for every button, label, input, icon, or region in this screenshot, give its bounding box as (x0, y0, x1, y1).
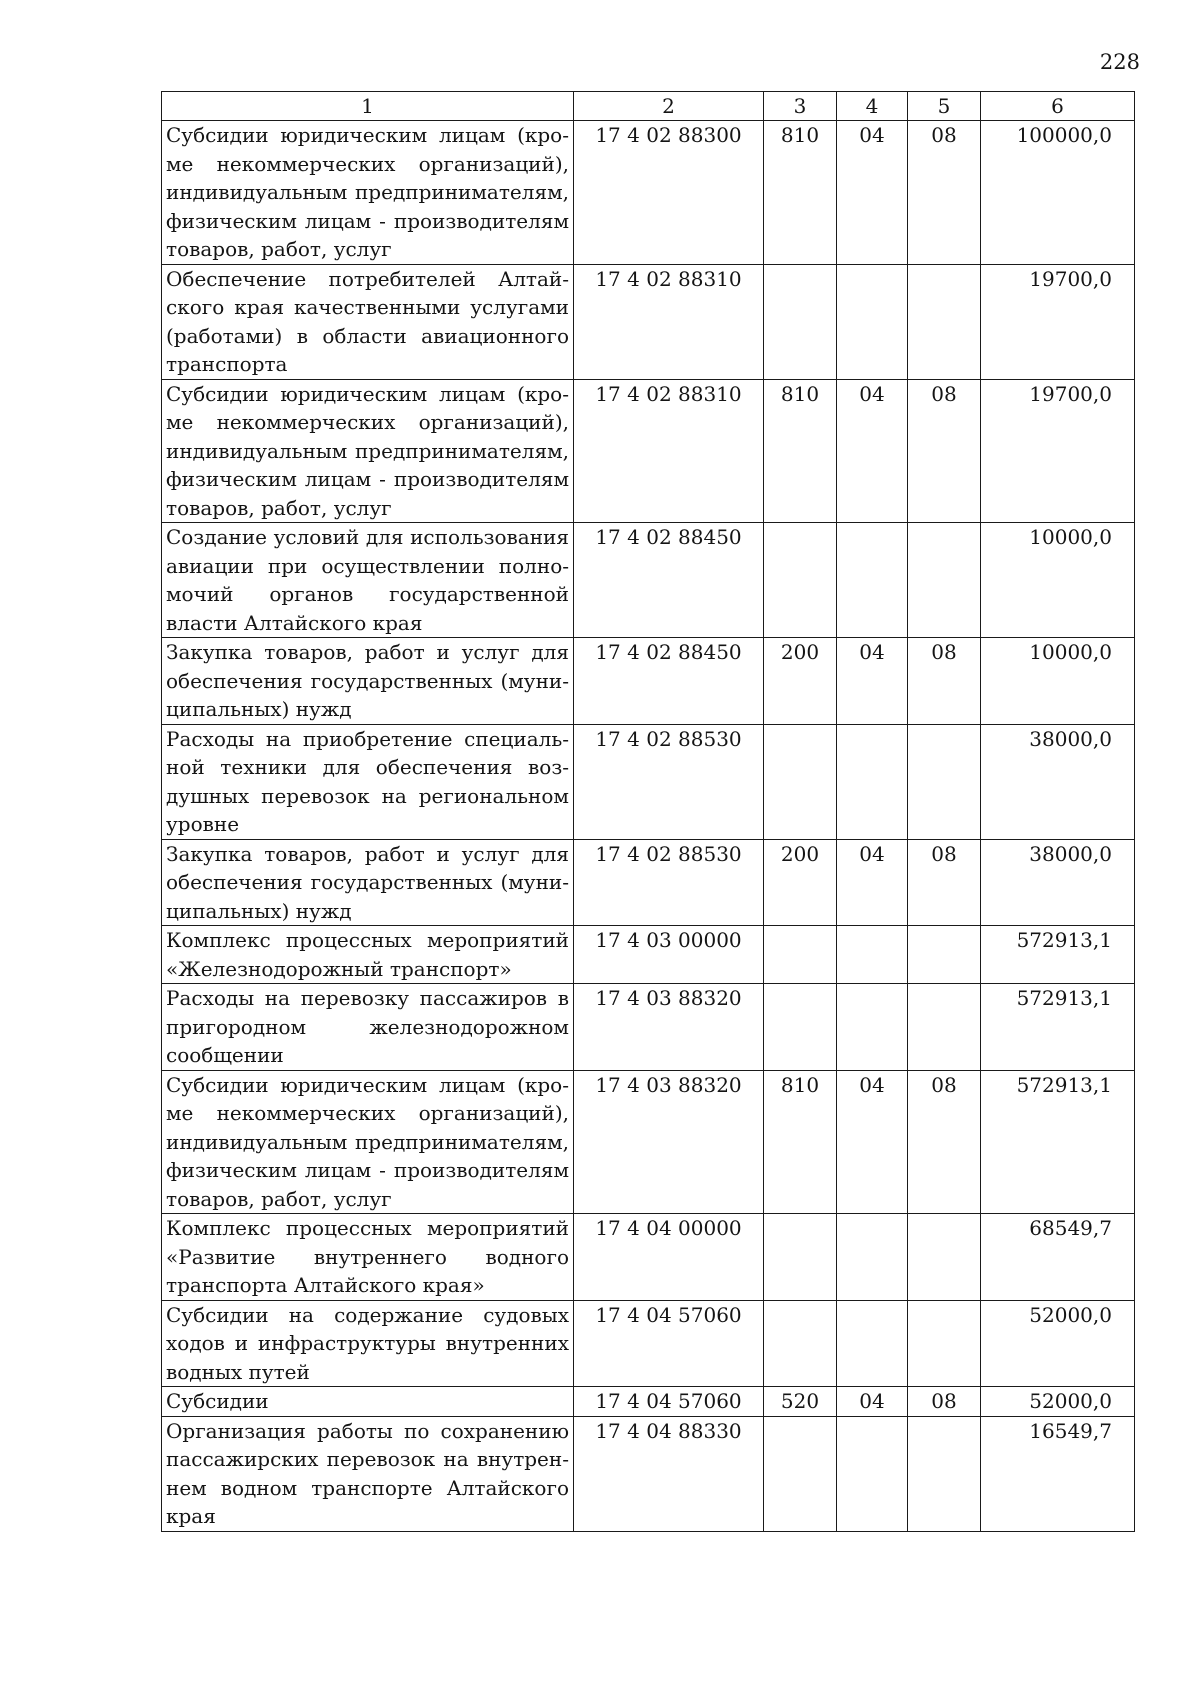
section-code (837, 1300, 908, 1387)
subsection-code (908, 926, 981, 984)
target-code: 17 4 04 57060 (574, 1387, 764, 1417)
header-col-3: 3 (764, 92, 837, 121)
table-row (162, 984, 1135, 1071)
header-col-4: 4 (837, 92, 908, 121)
subsection-code (908, 984, 981, 1071)
target-code: 17 4 02 88300 (574, 121, 764, 265)
section-code: 04 (837, 1070, 908, 1214)
table-row (162, 1416, 1135, 1531)
target-code: 17 4 02 88530 (574, 724, 764, 839)
table-row (162, 638, 1135, 725)
amount: 38000,0 (981, 724, 1135, 839)
expense-type (764, 1214, 837, 1301)
section-code: 04 (837, 1387, 908, 1417)
expense-type (764, 1416, 837, 1531)
header-col-2: 2 (574, 92, 764, 121)
expense-name: Субсидии (162, 1387, 574, 1417)
table-row (162, 1070, 1135, 1214)
table-row (162, 1300, 1135, 1387)
amount: 100000,0 (981, 121, 1135, 265)
subsection-code (908, 264, 981, 379)
subsection-code (908, 523, 981, 638)
subsection-code (908, 1214, 981, 1301)
subsection-code: 08 (908, 1387, 981, 1417)
section-code (837, 984, 908, 1071)
expense-type (764, 523, 837, 638)
amount: 10000,0 (981, 638, 1135, 725)
table-row (162, 724, 1135, 839)
target-code: 17 4 03 00000 (574, 926, 764, 984)
expense-name: Субсидии юридическим лицам (кроме некоммерческих организаций), индивидуальным предпринимателям, физическим лицам - производителям товаров, работ, услуг (162, 1070, 574, 1214)
table-row (162, 839, 1135, 926)
subsection-code: 08 (908, 121, 981, 265)
subsection-code (908, 724, 981, 839)
expense-name: Субсидии юридическим лицам (кроме некоммерческих организаций), индивидуальным предпринимателям, физическим лицам - производителям товаров, работ, услуг (162, 379, 574, 523)
header-col-5: 5 (908, 92, 981, 121)
amount: 19700,0 (981, 379, 1135, 523)
target-code: 17 4 04 57060 (574, 1300, 764, 1387)
target-code: 17 4 02 88450 (574, 523, 764, 638)
expense-name: Расходы на приобретение специальной техники для обеспечения воздушных перевозок на региональном уровне (162, 724, 574, 839)
header-col-6: 6 (981, 92, 1135, 121)
expense-name: Обеспечение потребителей Алтайского края качественными услугами (работами) в области авиационного транспорта (162, 264, 574, 379)
table-row (162, 1214, 1135, 1301)
subsection-code: 08 (908, 638, 981, 725)
expense-type (764, 1300, 837, 1387)
expense-name: Комплекс процессных мероприятий «Железнодорожный транспорт» (162, 926, 574, 984)
expense-type: 810 (764, 1070, 837, 1214)
section-code (837, 1416, 908, 1531)
header-row (162, 92, 1135, 121)
section-code (837, 926, 908, 984)
amount: 572913,1 (981, 926, 1135, 984)
expense-name: Закупка товаров, работ и услуг для обеспечения государственных (муниципальных) нужд (162, 638, 574, 725)
expense-type (764, 926, 837, 984)
expense-type (764, 264, 837, 379)
expense-type (764, 724, 837, 839)
expense-type: 200 (764, 839, 837, 926)
subsection-code: 08 (908, 379, 981, 523)
table-row (162, 379, 1135, 523)
amount: 68549,7 (981, 1214, 1135, 1301)
target-code: 17 4 04 00000 (574, 1214, 764, 1301)
budget-table (161, 91, 1135, 1532)
amount: 572913,1 (981, 1070, 1135, 1214)
section-code: 04 (837, 379, 908, 523)
expense-name: Расходы на перевозку пассажиров в пригородном железнодорожном сообщении (162, 984, 574, 1071)
page-number: 228 (1099, 50, 1140, 74)
target-code: 17 4 02 88450 (574, 638, 764, 725)
target-code: 17 4 03 88320 (574, 984, 764, 1071)
section-code (837, 1214, 908, 1301)
table-row (162, 926, 1135, 984)
target-code: 17 4 02 88530 (574, 839, 764, 926)
section-code: 04 (837, 839, 908, 926)
section-code (837, 724, 908, 839)
target-code: 17 4 02 88310 (574, 379, 764, 523)
amount: 19700,0 (981, 264, 1135, 379)
table-row (162, 121, 1135, 265)
expense-type: 810 (764, 121, 837, 265)
subsection-code (908, 1300, 981, 1387)
expense-name: Субсидии на содержание судовых ходов и инфраструктуры внутренних водных путей (162, 1300, 574, 1387)
section-code: 04 (837, 121, 908, 265)
amount: 10000,0 (981, 523, 1135, 638)
subsection-code (908, 1416, 981, 1531)
section-code (837, 523, 908, 638)
table-row (162, 1387, 1135, 1417)
expense-name: Комплекс процессных мероприятий «Развитие внутреннего водного транспорта Алтайского края» (162, 1214, 574, 1301)
expense-type: 810 (764, 379, 837, 523)
expense-name: Организация работы по сохранению пассажирских перевозок на внутреннем водном транспорте Алтайского края (162, 1416, 574, 1531)
amount: 572913,1 (981, 984, 1135, 1071)
amount: 52000,0 (981, 1387, 1135, 1417)
table-row (162, 264, 1135, 379)
amount: 38000,0 (981, 839, 1135, 926)
expense-name: Закупка товаров, работ и услуг для обеспечения государственных (муниципальных) нужд (162, 839, 574, 926)
expense-type (764, 984, 837, 1071)
expense-type: 520 (764, 1387, 837, 1417)
target-code: 17 4 04 88330 (574, 1416, 764, 1531)
target-code: 17 4 02 88310 (574, 264, 764, 379)
expense-type: 200 (764, 638, 837, 725)
subsection-code: 08 (908, 1070, 981, 1214)
table-row (162, 523, 1135, 638)
section-code: 04 (837, 638, 908, 725)
expense-name: Субсидии юридическим лицам (кроме некоммерческих организаций), индивидуальным предпринимателям, физическим лицам - производителям товаров, работ, услуг (162, 121, 574, 265)
subsection-code: 08 (908, 839, 981, 926)
target-code: 17 4 03 88320 (574, 1070, 764, 1214)
header-col-1: 1 (162, 92, 574, 121)
section-code (837, 264, 908, 379)
expense-name: Создание условий для использования авиации при осуществлении полномочий органов государственной власти Алтайского края (162, 523, 574, 638)
amount: 16549,7 (981, 1416, 1135, 1531)
amount: 52000,0 (981, 1300, 1135, 1387)
